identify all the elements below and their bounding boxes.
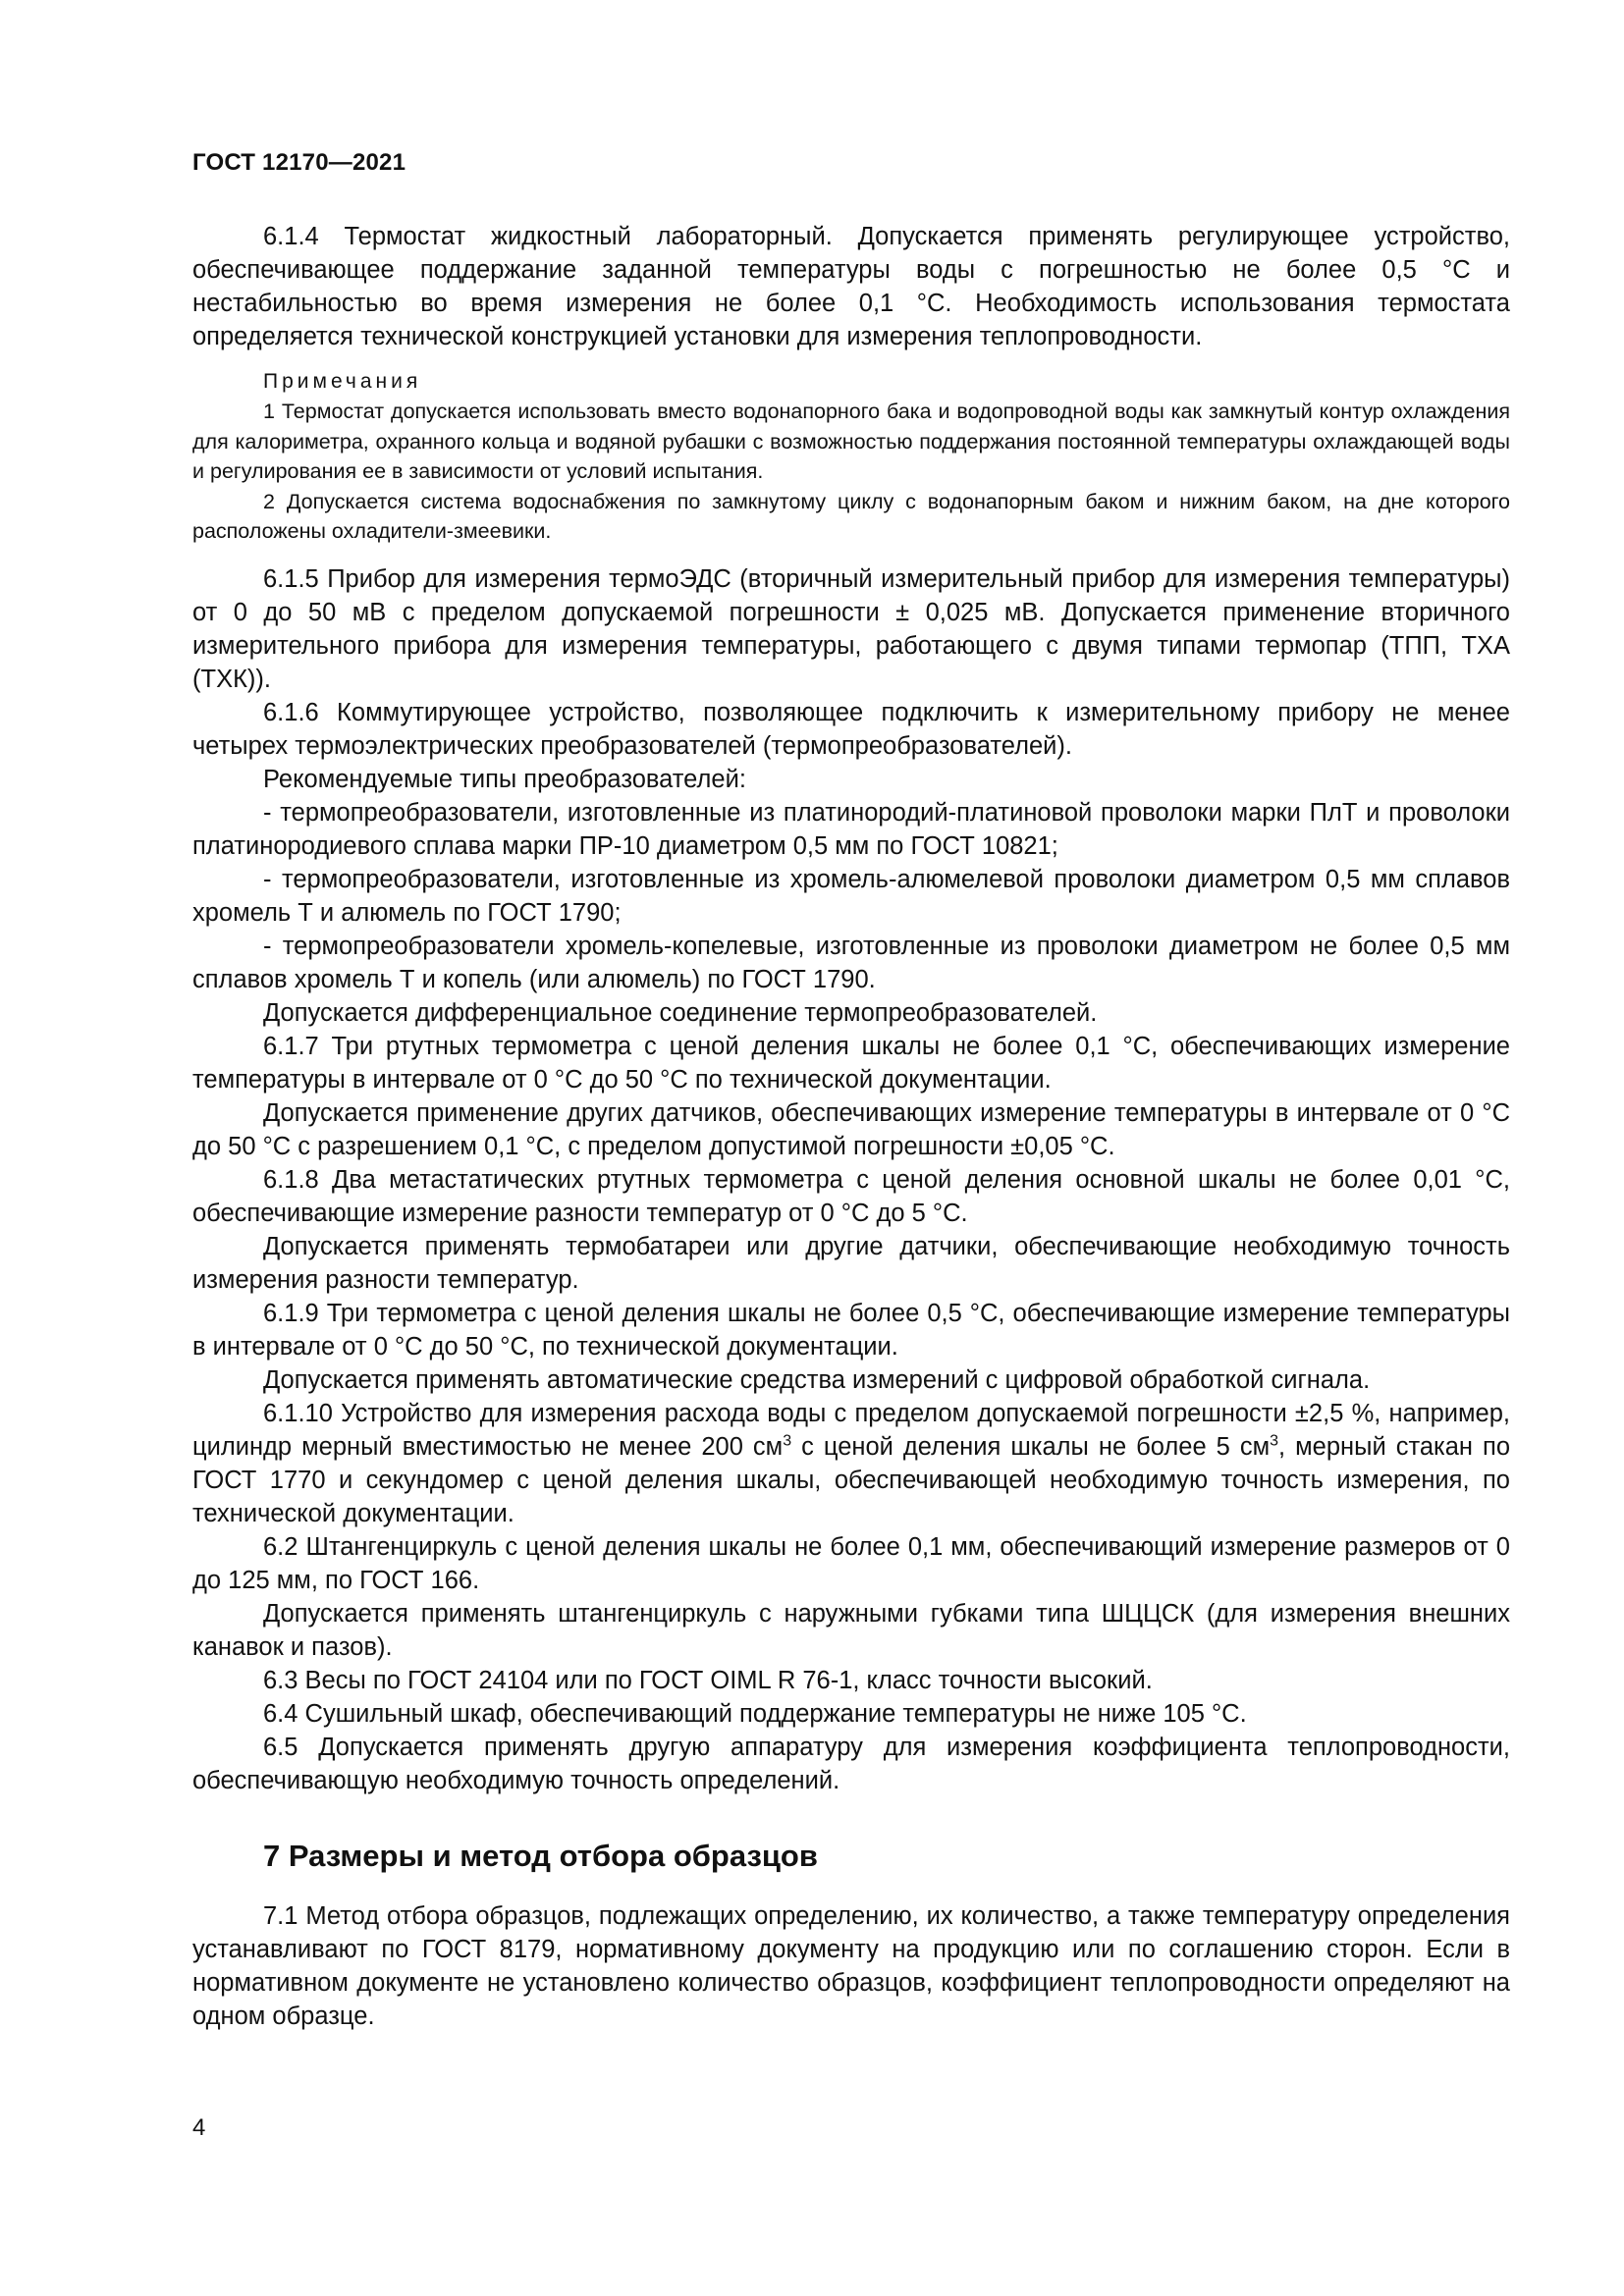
paragraph-6-1-6: 6.1.6 Коммутирующее устройство, позволяющее подключить к измерительному прибору не менее четырех термоэлектрических преобразователей (термопреобразователей). — [192, 698, 1510, 760]
paragraph: Допускается дифференциальное соединение термопреобразователей. — [263, 998, 1098, 1027]
note-item: 1 Термостат допускается использовать вместо водонапорного бака и водопроводной воды как замкнутый контур охлаждения для калориметра, охранного кольца и водяной рубашки с возможностью поддержания постоянной температуры охлаждающей воды и регулирования ее в зависимости от условий испытания. — [192, 400, 1510, 483]
superscript: 3 — [783, 1432, 792, 1449]
paragraph: Допускается применение других датчиков, обеспечивающих измерение температуры в интервале от 0 °С до 50 °С с разрешением 0,1 °С, с пределом допустимой погрешности ±0,05 °С. — [192, 1098, 1510, 1160]
document-header: ГОСТ 12170—2021 — [192, 149, 406, 176]
notes-block — [192, 367, 1510, 547]
paragraph-6-3: 6.3 Весы по ГОСТ 24104 или по ГОСТ OIML R 76-1, класс точности высокий. — [263, 1666, 1153, 1694]
paragraph-6-1-8: 6.1.8 Два метастатических ртутных термометра с ценой деления основной шкалы не более 0,01 °С, обеспечивающие измерение разности температур от 0 °С до 5 °С. — [192, 1165, 1510, 1227]
paragraph-6-2: 6.2 Штангенциркуль с ценой деления шкалы не более 0,1 мм, обеспечивающий измерение размеров от 0 до 125 мм, по ГОСТ 166. — [192, 1532, 1510, 1594]
paragraph: Допускается применять термобатареи или другие датчики, обеспечивающие необходимую точность измерения разности температур. — [192, 1232, 1510, 1294]
paragraph-6-1-9: 6.1.9 Три термометра с ценой деления шкалы не более 0,5 °С, обеспечивающие измерение температуры в интервале от 0 °С до 50 °С, по технической документации. — [192, 1299, 1510, 1361]
list-item: - термопреобразователи, изготовленные из хромель-алюмелевой проволоки диаметром 0,5 мм сплавов хромель Т и алюмель по ГОСТ 1790; — [192, 865, 1510, 927]
paragraph-6-1-5: 6.1.5 Прибор для измерения термоЭДС (вторичный измерительный прибор для измерения температуры) от 0 до 50 мВ с пределом допускаемой погрешности ± 0,025 мВ. Допускается применение вторичного измерительного прибора для измерения температуры, работающего с двумя типами термопар (ТПП, ТХА (ТХК)). — [192, 564, 1510, 693]
list-item: - термопреобразователи хромель-копелевые, изготовленные из проволоки диаметром не более 0,5 мм сплавов хромель Т и копель (или алюмель) по ГОСТ 1790. — [192, 932, 1510, 993]
notes-title: Примечания — [263, 370, 422, 393]
section-7-title: 7 Размеры и метод отбора образцов — [263, 1838, 818, 1873]
paragraph-recommended-types: Рекомендуемые типы преобразователей: — [263, 765, 746, 793]
text-segment: , мерный стакан по ГОСТ 1770 и секундомер с ценой деления шкалы, обеспечивающей необходимую точность измерения, по технической документации. — [192, 1432, 1511, 1527]
superscript: 3 — [1270, 1432, 1279, 1449]
paragraph-6-1-7: 6.1.7 Три ртутных термометра с ценой деления шкалы не более 0,1 °С, обеспечивающих измерение температуры в интервале от 0 °С до 50 °С по технической документации. — [192, 1032, 1510, 1094]
paragraph-6-1-10 — [192, 1397, 1510, 1530]
paragraph-6-1-4: 6.1.4 Термостат жидкостный лабораторный. Допускается применять регулирующее устройство, обеспечивающее поддержание заданной температуры воды с погрешностью не более 0,5 °С и нестабильностью во время измерения не более 0,1 °С. Необходимость использования термостата определяется технической конструкцией установки для измерения теплопроводности. — [192, 223, 1510, 350]
paragraph-6-5: 6.5 Допускается применять другую аппаратуру для измерения коэффициента теплопроводности, обеспечивающую необходимую точность определений. — [192, 1733, 1510, 1794]
document-body — [192, 220, 1510, 2033]
text-segment: 6.1.10 Устройство для измерения расхода воды с пределом допускаемой погрешности ±2,5 %, например, цилиндр мерный вместимостью не менее 200 см — [192, 1399, 1510, 1461]
paragraph: Допускается применять штангенциркуль с наружными губками типа ШЦЦСК (для измерения внешних канавок и пазов). — [192, 1599, 1510, 1661]
page-number: 4 — [192, 2114, 206, 2141]
note-item: 2 Допускается система водоснабжения по замкнутому циклу с водонапорным баком и нижним баком, на дне которого расположены охладители-змеевики. — [192, 489, 1510, 543]
paragraph: Допускается применять автоматические средства измерений с цифровой обработкой сигнала. — [263, 1365, 1371, 1394]
list-item: - термопреобразователи, изготовленные из платинородий-платиновой проволоки марки ПлТ и проволоки платинородиевого сплава марки ПР-10 диаметром 0,5 мм по ГОСТ 10821; — [192, 798, 1510, 860]
text-segment: с ценой деления шкалы не более 5 см — [791, 1432, 1271, 1461]
paragraph-7-1: 7.1 Метод отбора образцов, подлежащих определению, их количество, а также температуру определения устанавливают по ГОСТ 8179, нормативному документу на продукцию или по соглашению сторон. Если в нормативном документе не установлено количество образцов, коэффициент теплопроводности определяют на одном образце. — [192, 1901, 1510, 2030]
paragraph-6-4: 6.4 Сушильный шкаф, обеспечивающий поддержание температуры не ниже 105 °С. — [263, 1699, 1247, 1728]
